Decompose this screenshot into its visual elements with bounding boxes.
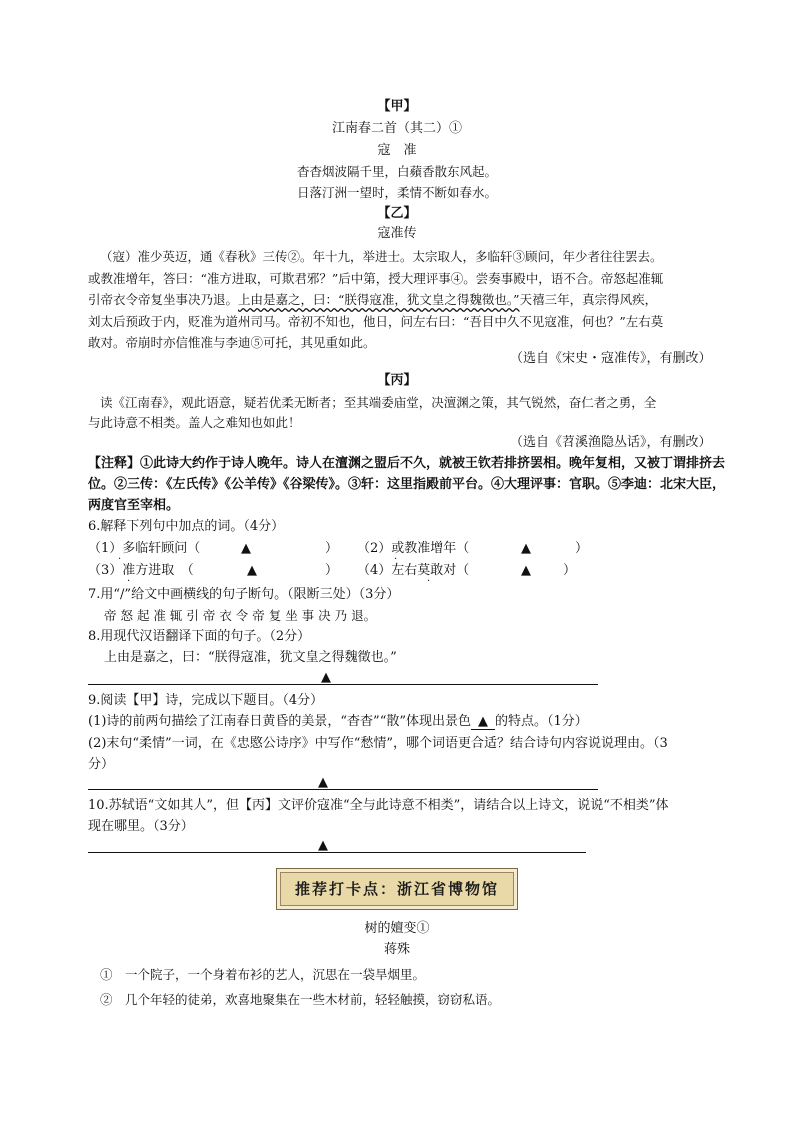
q10-line-2: 现在哪里。（3分） xyxy=(88,819,194,834)
q6-item-3-close: ） xyxy=(325,563,339,578)
q6-item-4-emphasis-dot: · xyxy=(427,576,431,587)
q6-item-1-answer-marker[interactable]: ▲ xyxy=(241,541,251,556)
q6-item-2-close: ） xyxy=(575,541,589,556)
museum-banner-text: 推荐打卡点：浙江省博物馆 xyxy=(294,880,499,898)
reading-author: 蒋殊 xyxy=(383,942,410,957)
q10-answer-line[interactable] xyxy=(88,852,586,853)
poem-line-1: 杳杳烟波隔千里，白蘋香散东风起。 xyxy=(296,164,497,179)
q6-item-1-emphasis-dot: · xyxy=(118,554,122,565)
q9-part-1-tail: 的特点。（1分） xyxy=(495,714,588,729)
q6-item-4-answer-marker[interactable]: ▲ xyxy=(521,563,531,578)
poem-author: 寇 准 xyxy=(377,143,417,158)
notes-line-1: 【注释】①此诗大约作于诗人晚年。诗人在澶渊之盟后不久，就被王钦若排挤罢相。晚年复相，又被丁谓排挤去 xyxy=(88,456,726,471)
q10-answer-marker[interactable]: ▲ xyxy=(318,838,328,853)
q7-sentence: 帝 怒 起 准 辄 引 帝 衣 令 帝 复 坐 事 决 乃 退。 xyxy=(104,608,377,623)
reading-paragraph-2: ② 几个年轻的徒弟，欢喜地聚集在一些木材前，轻轻触摸，窃窃私语。 xyxy=(100,992,501,1007)
q8-sentence: 上由是嘉之，曰：“朕得寇准，犹文皇之得魏徵也。” xyxy=(104,650,397,665)
biography-line-3-part-a: 引帝衣令帝复坐事决乃退。 xyxy=(88,292,239,307)
q6-item-3: （3）准方进取 （ xyxy=(88,563,194,578)
museum-banner xyxy=(276,868,518,910)
q9-part-2-tail: 分） xyxy=(88,757,115,772)
q9-part-1 xyxy=(88,713,588,731)
q10-line-1: 10.苏轼语“文如其人”，但【丙】文评价寇准“全与此诗意不相类”，请结合以上诗文，说说“不相类”体 xyxy=(88,798,669,813)
section-bing-heading: 【丙】 xyxy=(377,373,417,388)
commentary-line-1: 读《江南春》，观此语意，疑若优柔无断者；至其端委庙堂，决澶渊之策，其气锐然，奋仁者之勇，全 xyxy=(100,395,657,410)
q9-part-2: (2)末句“柔情”一词，在《忠愍公诗序》中写作“愁情”，哪个词语更合适？结合诗句内容说说理由。（3 xyxy=(88,736,668,751)
q7-stem: 7.用“/”给文中画横线的句子断句。（限断三处）（3分） xyxy=(88,587,400,602)
q6-item-2: （2）或教准增年（ xyxy=(357,541,470,556)
section-jia-heading: 【甲】 xyxy=(377,99,417,114)
biography-title: 寇准传 xyxy=(377,226,417,241)
q6-item-1-close: ） xyxy=(325,541,339,556)
biography-line-3-part-c: 天禧三年，真宗得风疾， xyxy=(519,292,658,307)
notes-line-3: 两度官至宰相。 xyxy=(88,498,180,513)
q6-item-3-emphasis-dot: · xyxy=(127,576,131,587)
commentary-line-2: 与此诗意不相类。盖人之难知也如此！ xyxy=(88,415,301,430)
q8-answer-marker[interactable]: ▲ xyxy=(321,670,331,685)
q6-item-4: （4）左右莫敢对（ xyxy=(357,563,470,578)
biography-line-4: 刘太后预政于内，贬准为道州司马。帝初不知也，他日，问左右曰：“吾目中久不见寇准，何也？”左右莫 xyxy=(88,314,664,329)
q9-stem: 9.阅读【甲】诗，完成以下题目。（4分） xyxy=(88,693,324,708)
underlined-sentence: 上由是嘉之，曰：“朕得寇准，犹文皇之得魏徵也。” xyxy=(238,292,520,307)
poem-title: 江南春二首（其二）① xyxy=(331,121,462,136)
reading-title: 树的嬗变① xyxy=(364,921,430,936)
q6-item-4-close: ） xyxy=(563,563,577,578)
notes-line-2: 位。②三传：《左氏传》《公羊传》《谷梁传》。③轩：这里指殿前平台。④大理评事：官职。⑤李迪：北宋大臣， xyxy=(88,477,726,492)
q9-part-1-text: (1)诗的前两句描绘了江南春日黄昏的美景，“杳杳”“散”体现出景色 xyxy=(88,714,471,729)
q6-item-3-answer-marker[interactable]: ▲ xyxy=(247,563,257,578)
q8-answer-line[interactable] xyxy=(88,684,598,685)
section-yi-heading: 【乙】 xyxy=(377,206,417,221)
poem-line-2: 日落汀洲一望时，柔情不断如春水。 xyxy=(296,185,497,200)
q6-item-2-emphasis-dot: · xyxy=(394,554,398,565)
biography-line-2: 或教准增年，答曰：“准方进取，可欺君邪？”后中第，授大理评事④。尝奏事殿中，语不合。帝怒起准辄 xyxy=(88,271,664,286)
q9-part-1-blank[interactable]: ▲ xyxy=(471,715,495,730)
q9-answer-marker[interactable]: ▲ xyxy=(318,775,328,790)
q6-item-1: （1）多临轩顾问（ xyxy=(88,541,201,556)
q6-item-2-answer-marker[interactable]: ▲ xyxy=(521,541,531,556)
biography-line-3 xyxy=(88,291,657,309)
q8-stem: 8.用现代汉语翻译下面的句子。（2分） xyxy=(88,629,311,644)
commentary-source: （选自《苕溪渔隐丛话》，有删改） xyxy=(510,435,712,450)
biography-line-5: 敢对。帝崩时亦信惟准与李迪⑤可托，其见重如此。 xyxy=(88,335,376,350)
biography-source: （选自《宋史・寇准传》，有删改） xyxy=(510,351,712,366)
biography-line-1: （寇）准少英迈，通《春秋》三传②。年十九，举进士。太宗取人，多临轩③顾问，年少者往往罢去。 xyxy=(100,249,663,264)
q6-stem: 6.解释下列句中加点的词。（4分） xyxy=(88,519,285,534)
q9-answer-line[interactable] xyxy=(88,789,598,790)
reading-paragraph-1: ① 一个院子，一个身着布衫的艺人，沉思在一袋旱烟里。 xyxy=(100,967,426,982)
